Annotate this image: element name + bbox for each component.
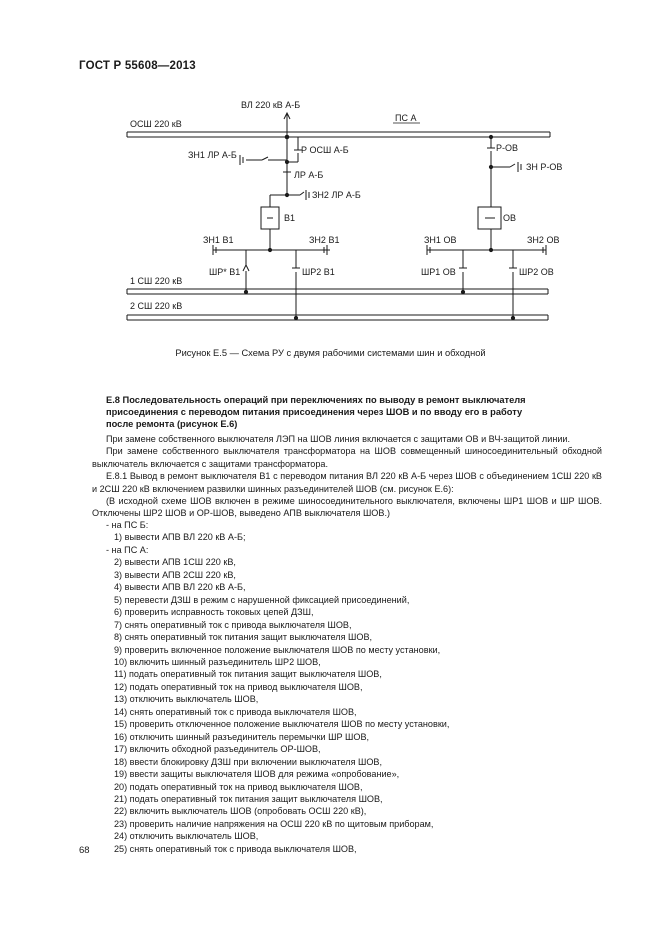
paragraph-1: При замене собственного выключателя ЛЭП на ШОВ линия включается с защитами ОВ и ВЧ-защитой линии. — [106, 434, 571, 444]
label-zn1-ov: ЗН1 ОВ — [424, 235, 457, 245]
list-item: 8) снять оперативный ток питания защит выключателя ШОВ, — [114, 632, 373, 643]
label-bus-1: 1 СШ 220 кВ — [130, 276, 183, 286]
list-item: 7) снять оперативный ток с привода выключателя ШОВ, — [114, 619, 352, 630]
document-header: ГОСТ Р 55608—2013 — [79, 60, 196, 72]
list-item: 2) вывести АПВ 1СШ 220 кВ, — [114, 557, 236, 568]
label-shr1-ov: ШР1 ОВ — [421, 267, 456, 277]
list-item: 6) проверить исправность токовых цепей ДЗШ, — [114, 607, 314, 618]
label-ps: ПС А — [395, 113, 417, 123]
figure-caption: Рисунок Е.5 — Схема РУ с двумя рабочими системами шин и обходной — [175, 348, 486, 358]
list-item: 9) проверить включенное положение выключателя ШОВ по месту установки, — [114, 644, 441, 655]
label-zn1-lr: ЗН1 ЛР А-Б — [188, 150, 237, 160]
list-item: 12) подать оперативный ток на привод выключателя ШОВ, — [114, 681, 363, 692]
label-bus-2: 2 СШ 220 кВ — [130, 301, 183, 311]
label-v1: В1 — [284, 213, 296, 223]
paragraph-3: Е.8.1 Вывод в ремонт выключателя В1 с переводом питания ВЛ 220 кВ А-Б через ШОВ с объединением 1СШ 220 кВ и 2СШ 220 кВ включением развилки шинных разъединителей ШОВ (см. рисунок Е.6): — [92, 471, 602, 494]
label-osh: ОСШ 220 кВ — [130, 119, 182, 129]
label-lr: ЛР А-Б — [294, 170, 324, 180]
body-paragraphs — [92, 433, 602, 520]
list-item: 14) снять оперативный ток с привода выключателя ШОВ, — [114, 706, 357, 717]
label-zn2-lr: ЗН2 ЛР А-Б — [312, 190, 361, 200]
page-number: 68 — [79, 845, 90, 856]
list-item: 23) проверить наличие напряжения на ОСШ 220 кВ по щитовым приборам, — [114, 818, 434, 829]
label-zn-r-ov: ЗН Р-ОВ — [526, 162, 563, 172]
list-item: 16) отключить шинный разъединитель перемычки ШР ШОВ, — [114, 731, 370, 742]
list-item: 13) отключить выключатель ШОВ, — [114, 694, 259, 705]
label-zn1-v1: ЗН1 В1 — [203, 235, 234, 245]
list-item: 10) включить шинный разъединитель ШР2 ШОВ, — [114, 656, 321, 667]
label-ov: ОВ — [503, 213, 517, 223]
label-shr1-v1: ШР* В1 — [209, 267, 241, 277]
label-zn2-ov: ЗН2 ОВ — [527, 235, 560, 245]
paragraph-2: При замене собственного выключателя трансформатора на ШОВ совмещенный шиносоединительный обходной выключатель включается с защитами трансформатора. — [92, 446, 602, 469]
list-item: 11) подать оперативный ток питания защит выключателя ШОВ, — [114, 669, 382, 680]
list-item: 15) проверить отключенное положение выключателя ШОВ по месту установки, — [114, 719, 450, 730]
label-r-osh: Р ОСШ А-Б — [301, 145, 349, 155]
label-r-ov: Р-ОВ — [496, 143, 519, 153]
list-item: 21) подать оперативный ток питания защит выключателя ШОВ, — [114, 793, 383, 804]
list-item: 1) вывести АПВ ВЛ 220 кВ А-Б; — [114, 532, 246, 543]
list-item: 20) подать оперативный ток на привод выключателя ШОВ, — [114, 781, 363, 792]
list-item: 17) включить обходной разъединитель ОР-ШОВ, — [114, 744, 321, 755]
steps-list — [106, 519, 449, 855]
paragraph-4: (В исходной схеме ШОВ включен в режиме шиносоединительного выключателя, включены ШР1 ШОВ и ШР ШОВ. Отключены ШР2 ШОВ и ОР-ШОВ, выведено АПВ выключателя ШОВ.) — [92, 496, 602, 519]
list-item: 18) ввести блокировку ДЗШ при включении выключателя ШОВ, — [114, 756, 383, 767]
list-item: 4) вывести АПВ ВЛ 220 кВ А-Б, — [114, 582, 246, 593]
label-zn2-v1: ЗН2 В1 — [309, 235, 340, 245]
list-item: 24) отключить выключатель ШОВ, — [114, 831, 259, 842]
list-item: 5) перевести ДЗШ в режим с нарушенной фиксацией присоединений, — [114, 594, 410, 605]
list-item: 19) ввести защиты выключателя ШОВ для режима «опробование», — [114, 769, 400, 780]
section-title: Е.8 Последовательность операций при переключениях по выводу в ремонт выключателя присоединения с переводом питания присоединения через ШОВ и по вводу его в работу после ремонта (рисунок Е.6) — [106, 395, 526, 429]
list-item: 22) включить выключатель ШОВ (опробовать ОСШ 220 кВ), — [114, 806, 367, 817]
label-shr2-ov: ШР2 ОВ — [519, 267, 554, 277]
label-vl: ВЛ 220 кВ А-Б — [241, 100, 301, 110]
list-item: 25) снять оперативный ток с привода выключателя ШОВ, — [114, 843, 357, 854]
list-item: 3) вывести АПВ 2СШ 220 кВ, — [114, 569, 236, 580]
list-item: - на ПС Б: — [106, 520, 149, 530]
substation-scheme — [0, 0, 661, 345]
list-item: - на ПС А: — [106, 544, 149, 555]
label-shr2-v1: ШР2 В1 — [302, 267, 335, 277]
